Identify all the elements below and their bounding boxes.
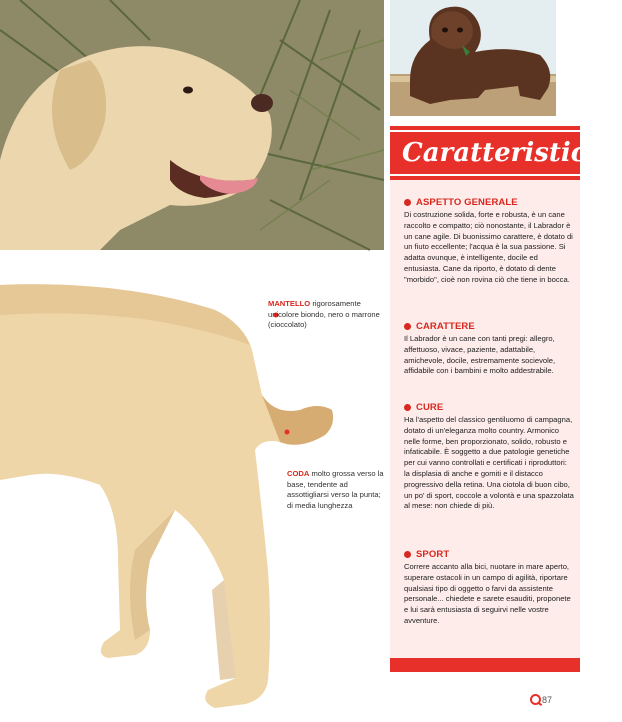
section-aspetto-generale [404,197,574,286]
section-cure [404,402,574,512]
callout-mantello-text: rigorosamente unicolore biondo, nero o marrone (cioccolato) [268,299,380,330]
section-heading-text: CARATTERE [416,321,475,332]
section-heading [404,402,574,413]
photo-labrador-head [0,0,384,250]
section-body: Ha l'aspetto del classico gentiluomo di campagna, dotato di un'eleganza molto country. Armonico nelle forme, ben proporzionato, solido, robusto e infaticabile. È soggetto a due patologie genetiche per cui vanno controllati e certificati i riproduttori: la displasia di anche e gomiti e il distacco progressivo della retina. Una ciotola di buon cibo, un po' di sport, coccole a volontà e una spazzolata al mese: non chiede di più. [404,415,574,511]
callout-coda-label: CODA [287,469,310,478]
bullet-dot-icon [404,323,411,330]
bullet-dot-icon [404,551,411,558]
callout-coda [287,469,385,511]
section-heading [404,321,574,332]
callout-mantello-label: MANTELLO [268,299,311,308]
magazine-logo-icon [530,694,541,705]
callout-coda-text: molto grossa verso la base, tendente ad assottigliarsi verso la punta; di media lunghezza [287,469,384,510]
bullet-dot-icon [404,199,411,206]
section-heading-text: CURE [416,402,444,413]
bottom-band [390,658,580,672]
section-heading-text: ASPETTO GENERALE [416,197,518,208]
section-heading [404,197,574,208]
bullet-dot-icon [404,404,411,411]
section-heading [404,549,574,560]
section-sport [404,549,574,627]
page-number [530,694,552,705]
page-number-text: 87 [542,694,553,705]
section-body: Di costruzione solida, forte e robusta, è un cane raccolto e compatto; ciò nonostante, il Labrador è un cane agile. Di buonissimo carattere, è dotato di un fiuto eccellente; l'acqua è la sua passione. Si adatta ovunque, è intelligente, docile ed entusiasta. Cane da riporto, è dotato di dente "morbido", cioè non rovina ciò che tiene in bocca. [404,210,573,284]
photo-chocolate-puppy [390,0,556,116]
page-title: Caratteristiche [402,138,622,168]
callout-mantello [268,299,380,331]
section-carattere [404,321,574,377]
section-body: Il Labrador è un cane con tanti pregi: allegro, affettuoso, vivace, paziente, adattabile, amichevole, docile, estremamente socievole, affidabile con i bambini e molto addestrabile. [404,334,556,376]
section-heading-text: SPORT [416,549,450,560]
section-body: Correre accanto alla bici, nuotare in mare aperto, superare ostacoli in un campo di agilità, riportare qualsiasi tipo di oggetto o farvi da assistente personale... chiedete e sarete esauditi, proponete e lui sarà entusiasta di seguirvi nelle vostre avventure. [404,562,571,625]
